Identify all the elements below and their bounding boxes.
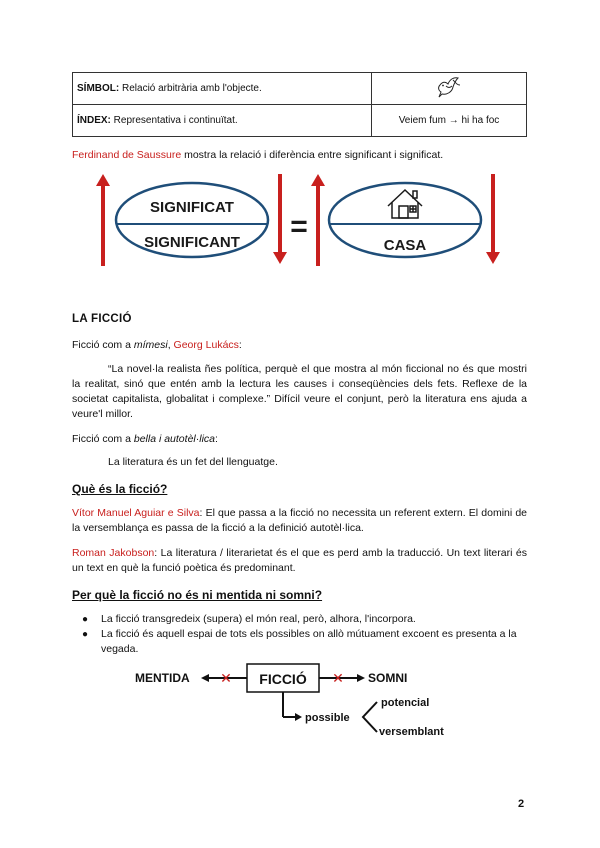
cross-icon: ✕ [332,671,344,687]
mimesi-comma: , [167,339,174,351]
cross-icon: ✕ [220,671,232,687]
arrow-down-icon [486,174,500,264]
bella-line [72,432,527,447]
bella-colon: : [215,433,218,445]
bracket-icon [363,702,377,732]
table-cell [372,105,527,137]
saussure-text: mostra la relació i diferència entre significant i significat. [181,149,444,161]
possible-label: possible [305,712,350,724]
signifier-label: SIGNIFICANT [144,234,240,251]
mimesi-line [72,338,527,353]
jakobson-paragraph [72,546,527,576]
bella-prefix: Ficció com a [72,433,134,445]
somni-label: SOMNI [368,671,408,685]
lukacs-quote: “La novel·la realista ñes política, perquè el que mostra al món ficcional no és que mostri la realitat, sinó que entén amb la lectura les causes i conseqüències dels fets. Reflexe de la societat capitalista, globalitat i complexe.” Difícil veure el conjunt, però la literatura ens ajuda a veure'l millor. [72,363,527,420]
signified-label: SIGNIFICAT [150,199,234,216]
author-name: Roman Jakobson [72,547,155,559]
ficcio-label: FICCIÓ [259,671,307,687]
index-text: Representativa i continuïtat. [110,115,238,126]
index-example: Veiem fum → hi ha foc [398,115,500,126]
table-row [73,105,527,137]
symbol-label: SÍMBOL: [77,83,120,94]
aguiar-text: : El que passa a la ficció no necessita un referent extern. El domini de la versemblança es passa de la ficció a la definició autotèl·lica. [72,507,528,534]
versemblant-label: versemblant [379,726,444,738]
mimesi-colon: : [238,339,242,351]
mimesi-prefix: Ficció com a [72,339,134,351]
arrow-up-icon [311,174,325,266]
list-item: La ficció és aquell espai de tots els possibles on allò mútuament excoent es presenta a la vegada. [101,628,517,655]
section-title: LA FICCIÓ [72,313,132,325]
potencial-label: potencial [381,697,430,709]
table-row [73,73,527,105]
author-name: Georg Lukács [173,339,239,351]
house-icon [388,190,422,218]
dove-icon [436,75,462,99]
list-item: La ficció transgredeix (supera) el món real, però, alhora, l'incorpora. [101,613,416,625]
mentida-label: MENTIDA [135,671,190,685]
symbol-index-table [72,72,527,137]
author-name: Vítor Manuel Aguiar e Silva [72,507,200,519]
saussure-paragraph [72,148,527,163]
table-cell [372,73,527,105]
question-heading: Per què la ficció no és ni mentida ni somni? [72,588,323,602]
fiction-diagram [135,660,475,745]
author-name: Ferdinand de Saussure [72,149,182,161]
index-label: ÍNDEX: [77,115,111,126]
page-number: 2 [518,798,525,810]
aguiar-paragraph [72,506,527,536]
bella-term: bella i autotèl·lica [133,433,215,445]
arrow-branch-icon [283,692,302,721]
table-cell [73,105,372,137]
question-heading: Què és la ficció? [72,482,168,496]
jakobson-text: : La literatura / literarietat és el que es perd amb la traducció. Un text literari és un text en què la funció poètica és predominant. [72,547,527,574]
bullet-icon: ● [82,614,89,625]
saussure-diagram [90,170,510,270]
table-cell [73,73,372,105]
symbol-text: Relació arbitrària amb l'objecte. [119,83,262,94]
arrow-down-icon [273,174,287,264]
casa-label: CASA [383,237,427,254]
mimesi-term: mímesi [133,339,168,351]
equals-sign: = [290,210,308,243]
bullet-icon: ● [82,629,89,640]
arrow-up-icon [96,174,110,266]
bella-text: La literatura és un fet del llenguatge. [108,456,278,468]
